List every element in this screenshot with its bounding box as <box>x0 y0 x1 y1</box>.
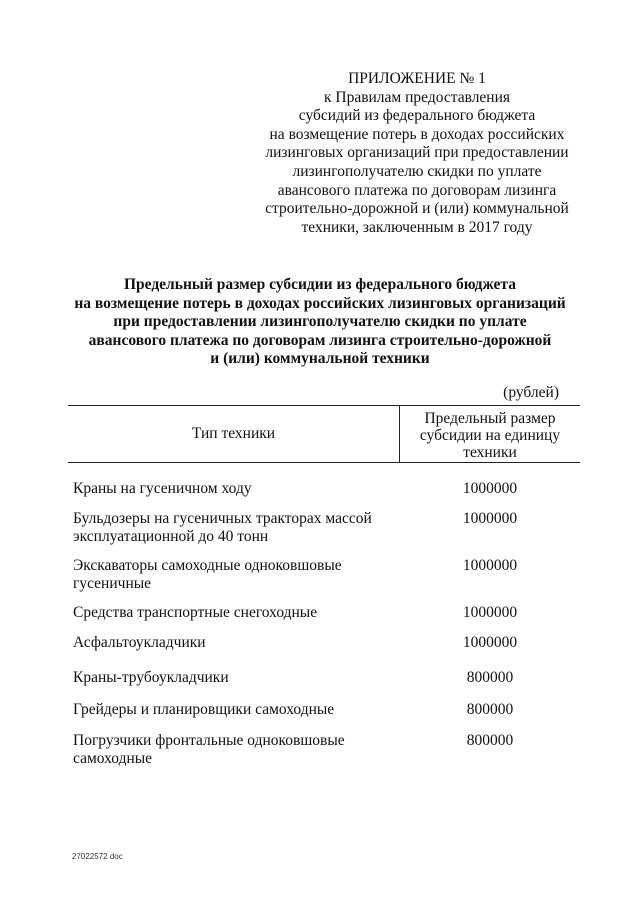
header-limit-line: техники <box>463 444 517 461</box>
equipment-name <box>73 510 393 546</box>
appendix-line: к Правилам предоставления <box>323 88 511 106</box>
equipment-name-line: Краны на гусеничном ходу <box>73 480 252 497</box>
equipment-name <box>73 480 393 498</box>
subsidy-value: 1000000 <box>462 634 518 651</box>
equipment-name-line: эксплуатационной до 40 тонн <box>73 528 269 545</box>
equipment-name-line: Погрузчики фронтальные одноковшовые <box>73 732 345 749</box>
equipment-name-line: Краны-трубоукладчики <box>73 669 229 686</box>
title-line: при предоставлении лизингополучателю скидки по уплате <box>113 313 527 331</box>
equipment-name <box>73 557 393 593</box>
equipment-name-line: Средства транспортные снегоходные <box>73 604 318 621</box>
appendix-line: на возмещение потерь в доходах российских <box>269 125 565 143</box>
title-line: Предельный размер субсидии из федерального бюджета <box>123 276 516 293</box>
equipment-name-line: Экскаваторы самоходные одноковшовые <box>73 557 342 574</box>
equipment-name <box>73 604 393 622</box>
appendix-block <box>250 70 584 237</box>
equipment-name-line: Бульдозеры на гусеничных тракторах массой <box>73 510 372 527</box>
subsidy-value: 800000 <box>466 732 514 749</box>
equipment-name-line: Грейдеры и планировщики самоходные <box>73 701 335 718</box>
subsidy-value: 800000 <box>466 669 514 686</box>
appendix-line: авансового платежа по договорам лизинга <box>277 181 557 199</box>
currency-unit: (рублей) <box>503 384 559 401</box>
title-line: и (или) коммунальной техники <box>210 350 430 368</box>
header-subsidy-limit <box>400 410 580 461</box>
appendix-line: техники, заключенным в 2017 году <box>301 218 533 236</box>
header-equipment-type: Тип техники <box>191 425 276 442</box>
table-top-rule <box>68 405 580 406</box>
equipment-name-line: гусеничные <box>73 575 152 592</box>
equipment-name <box>73 634 393 652</box>
subsidy-value: 1000000 <box>462 604 518 621</box>
appendix-line: строительно-дорожной и (или) коммунальной <box>265 200 569 218</box>
appendix-line: лизинговых организаций при предоставлении <box>265 144 569 162</box>
document-file-code: 27022572 doc <box>72 852 123 861</box>
title-line: на возмещение потерь в доходах российских лизинговых организаций <box>74 294 566 312</box>
equipment-name <box>73 732 393 768</box>
document-title <box>40 276 600 369</box>
equipment-name <box>73 701 393 719</box>
equipment-name-line: самоходные <box>73 750 153 767</box>
appendix-line: лизингополучателю скидки по уплате <box>292 162 542 180</box>
header-limit-line: Предельный размер <box>424 410 556 427</box>
header-limit-line: субсидии на единицу <box>419 427 561 444</box>
equipment-name <box>73 669 393 687</box>
subsidy-value: 800000 <box>466 701 514 718</box>
title-line: авансового платежа по договорам лизинга строительно-дорожной <box>88 331 552 349</box>
appendix-line: субсидий из федерального бюджета <box>298 107 536 125</box>
appendix-heading: ПРИЛОЖЕНИЕ № 1 <box>348 70 486 87</box>
table-header-rule <box>68 462 580 463</box>
equipment-name-line: Асфальтоукладчики <box>73 634 206 651</box>
subsidy-value: 1000000 <box>462 480 518 497</box>
subsidy-value: 1000000 <box>462 557 518 574</box>
subsidy-value: 1000000 <box>462 510 518 527</box>
